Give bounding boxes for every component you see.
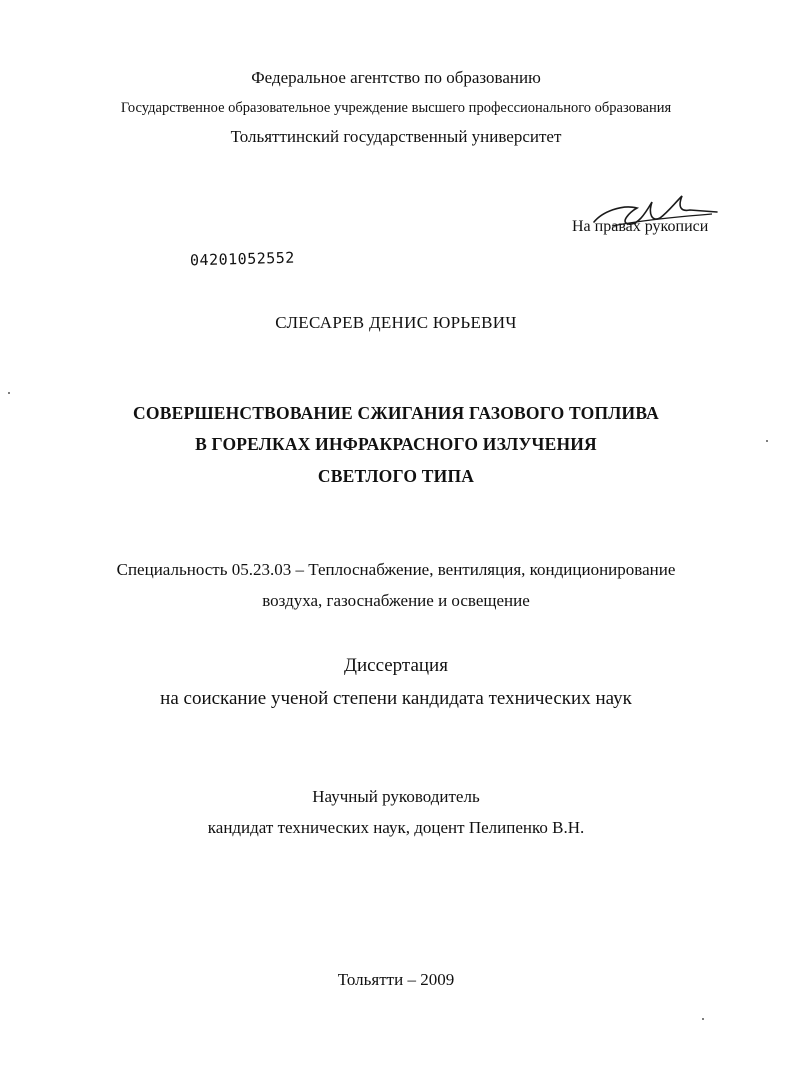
author-name: СЛЕСАРЕВ ДЕНИС ЮРЬЕВИЧ: [275, 313, 517, 332]
city-year: Тольятти – 2009: [337, 970, 455, 989]
title-line: В ГОРЕЛКАХ ИНФРАКРАСНОГО ИЗЛУЧЕНИЯ: [195, 434, 597, 454]
manuscript-note: На правах рукописи: [572, 218, 709, 235]
institution-name: Государственное образовательное учреждение высшего профессионального образования: [120, 100, 672, 116]
scan-speck: [702, 1018, 704, 1020]
scan-speck: [766, 440, 768, 442]
supervisor-label: Научный руководитель: [312, 787, 480, 806]
dissertation-degree: на соискание ученой степени кандидата технических наук: [160, 688, 632, 709]
specialty-line: Специальность 05.23.03 – Теплоснабжение, вентиляция, кондиционирование: [116, 560, 676, 579]
title-line: СВЕТЛОГО ТИПА: [317, 466, 475, 486]
scan-speck: [8, 392, 10, 394]
agency-name: Федеральное агентство по образованию: [251, 68, 541, 87]
stamp-number: 04201052552: [189, 248, 296, 270]
dissertation-label: Диссертация: [344, 655, 448, 676]
title-line: СОВЕРШЕНСТВОВАНИЕ СЖИГАНИЯ ГАЗОВОГО ТОПЛИВА: [133, 403, 659, 423]
supervisor-name: кандидат технических наук, доцент Пелипенко В.Н.: [207, 818, 585, 837]
specialty-line: воздуха, газоснабжение и освещение: [262, 591, 530, 610]
university-name: Тольяттинский государственный университет: [230, 127, 562, 146]
